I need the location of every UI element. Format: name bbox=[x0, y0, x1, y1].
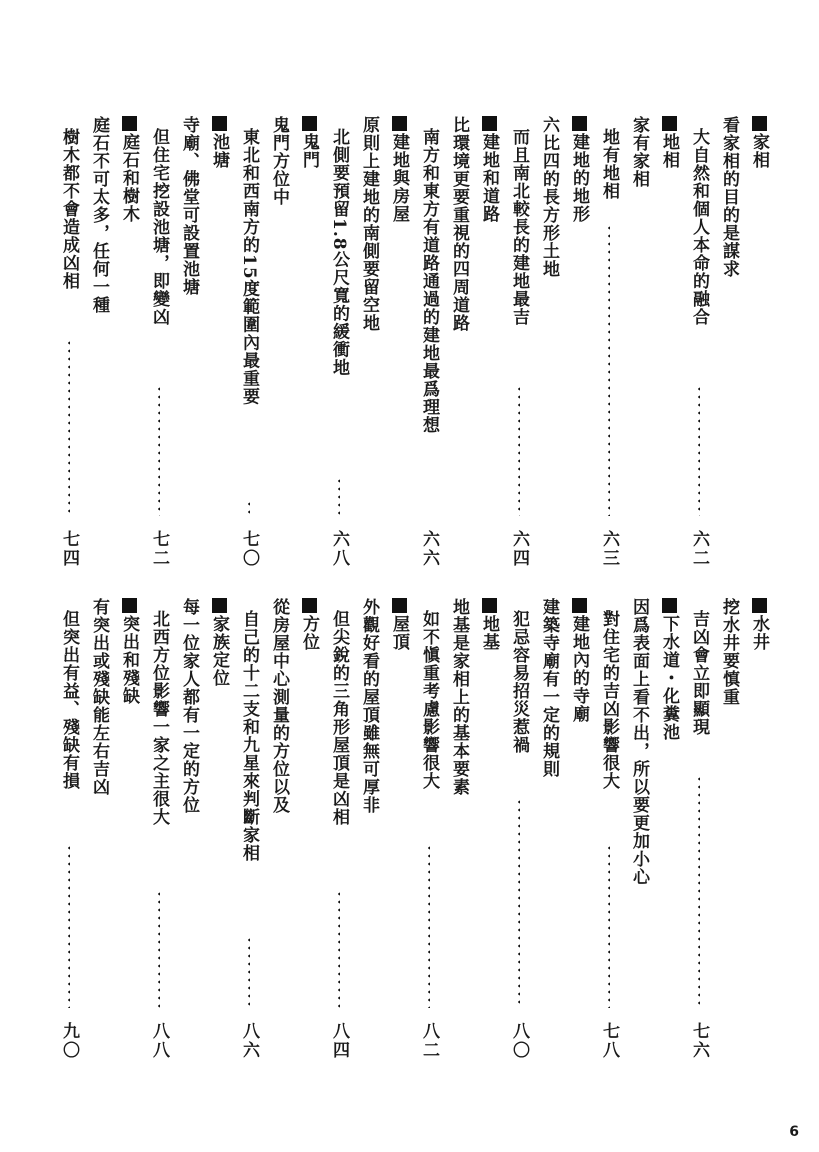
toc-text: 下水道・化糞池 bbox=[659, 615, 679, 741]
toc-section-heading bbox=[208, 116, 230, 568]
toc-page-ref: 七六 bbox=[689, 1022, 709, 1060]
toc-text: 樹木都不會造成凶相 bbox=[59, 128, 79, 290]
toc-text: 池塘 bbox=[209, 133, 229, 169]
section-marker-icon bbox=[572, 598, 587, 613]
toc-line bbox=[178, 598, 200, 1060]
toc-text: 但尖銳的三角形屋頂是凶相 bbox=[329, 610, 349, 826]
toc-text: 對住宅的吉凶影響很大 bbox=[599, 610, 619, 790]
section-marker-icon bbox=[572, 116, 587, 131]
toc-text: 地基是家相上的基本要素 bbox=[449, 598, 469, 796]
dot-leader bbox=[338, 477, 340, 516]
toc-text: 建地內的寺廟 bbox=[569, 615, 589, 723]
toc-page-ref: 六二 bbox=[689, 530, 709, 568]
section-marker-icon bbox=[302, 116, 317, 131]
toc-entry bbox=[418, 116, 440, 568]
toc-text: 寺廟、佛堂可設置池塘 bbox=[179, 116, 199, 296]
toc-section-heading bbox=[568, 116, 590, 568]
section-marker-icon bbox=[482, 116, 497, 131]
toc-text: 庭石不可太多，任何一種 bbox=[89, 116, 109, 314]
toc-line bbox=[358, 598, 380, 1060]
section-marker-icon bbox=[122, 116, 137, 131]
toc-page-ref: 六六 bbox=[419, 530, 439, 568]
toc-page-ref: 七〇 bbox=[239, 530, 259, 568]
section-marker-icon bbox=[212, 116, 227, 131]
toc-line bbox=[268, 598, 290, 1060]
toc-text: 方位 bbox=[299, 615, 319, 651]
toc-section-heading bbox=[478, 598, 500, 1060]
toc-text: 北側要預留1.8公尺寬的緩衝地 bbox=[329, 128, 349, 377]
dot-leader bbox=[428, 844, 430, 1008]
toc-text: 地基 bbox=[479, 615, 499, 651]
toc-page-ref: 八〇 bbox=[509, 1022, 529, 1060]
dot-leader bbox=[518, 798, 520, 1008]
toc-line bbox=[628, 598, 650, 1060]
section-marker-icon bbox=[662, 116, 677, 131]
section-marker-icon bbox=[122, 598, 137, 613]
toc-line bbox=[718, 116, 740, 568]
toc-text: 大自然和個人本命的融合 bbox=[689, 128, 709, 326]
toc-text: 如不愼重考慮影響很大 bbox=[419, 610, 439, 790]
toc-text: 自己的十二支和九星來判斷家相 bbox=[239, 610, 259, 862]
toc-text: 建築寺廟有一定的規則 bbox=[539, 598, 559, 778]
section-marker-icon bbox=[392, 598, 407, 613]
toc-section-heading bbox=[298, 116, 320, 568]
toc-text: 家相 bbox=[749, 133, 769, 169]
dot-leader bbox=[248, 500, 250, 516]
toc-section-heading bbox=[388, 116, 410, 568]
toc-line bbox=[628, 116, 650, 568]
toc-text: 六比四的長方形土地 bbox=[539, 116, 559, 278]
toc-text: 地有地相 bbox=[599, 128, 619, 200]
toc-text: 庭石和樹木 bbox=[119, 133, 139, 223]
toc-text: 家有家相 bbox=[629, 116, 649, 188]
dot-leader bbox=[698, 385, 700, 516]
toc-section-heading bbox=[748, 598, 770, 1060]
toc-text: 犯忌容易招災惹禍 bbox=[509, 610, 529, 754]
section-marker-icon bbox=[752, 116, 767, 131]
toc-section-heading bbox=[478, 116, 500, 568]
section-marker-icon bbox=[212, 598, 227, 613]
toc-line bbox=[178, 116, 200, 568]
toc-line bbox=[448, 598, 470, 1060]
toc-page-ref: 八六 bbox=[239, 1022, 259, 1060]
dot-leader bbox=[158, 890, 160, 1008]
dot-leader bbox=[608, 844, 610, 1008]
dot-leader bbox=[698, 775, 700, 1008]
toc-text: 南方和東方有道路通過的建地最爲理想 bbox=[419, 128, 439, 434]
toc-text: 而且南北較長的建地最吉 bbox=[509, 128, 529, 326]
toc-line bbox=[448, 116, 470, 568]
section-marker-icon bbox=[482, 598, 497, 613]
toc-section-heading bbox=[388, 598, 410, 1060]
toc-text: 突出和殘缺 bbox=[119, 615, 139, 705]
toc-line bbox=[718, 598, 740, 1060]
toc-page-ref: 八二 bbox=[419, 1022, 439, 1060]
toc-text: 水井 bbox=[749, 615, 769, 651]
toc-line bbox=[538, 116, 560, 568]
toc-text: 建地的地形 bbox=[569, 133, 589, 223]
dot-leader bbox=[518, 385, 520, 516]
section-marker-icon bbox=[662, 598, 677, 613]
toc-line bbox=[358, 116, 380, 568]
toc-section-heading bbox=[298, 598, 320, 1060]
toc-bottom-band bbox=[40, 598, 770, 1060]
toc-text: 有突出或殘缺能左右吉凶 bbox=[89, 598, 109, 796]
toc-line bbox=[268, 116, 290, 568]
toc-text: 比環境更要重視的四周道路 bbox=[449, 116, 469, 332]
dot-leader bbox=[338, 890, 340, 1008]
toc-text: 地相 bbox=[659, 133, 679, 169]
toc-text: 但突出有益、殘缺有損 bbox=[59, 610, 79, 790]
toc-page-ref: 七八 bbox=[599, 1022, 619, 1060]
dot-leader bbox=[248, 936, 250, 1008]
toc-section-heading bbox=[748, 116, 770, 568]
toc-page-ref: 八四 bbox=[329, 1022, 349, 1060]
toc-text: 從房屋中心測量的方位以及 bbox=[269, 598, 289, 814]
dot-leader bbox=[158, 385, 160, 516]
toc-text: 鬼門 bbox=[299, 133, 319, 169]
dot-leader bbox=[608, 224, 610, 516]
toc-text: 外觀好看的屋頂雖無可厚非 bbox=[359, 598, 379, 814]
toc-text: 看家相的目的是謀求 bbox=[719, 116, 739, 278]
toc-line bbox=[88, 598, 110, 1060]
page-number: 6 bbox=[789, 1124, 799, 1140]
toc-section-heading bbox=[118, 598, 140, 1060]
dot-leader bbox=[68, 844, 70, 1008]
toc-text: 東北和西南方的15度範圍內最重要 bbox=[239, 128, 259, 406]
toc-section-heading bbox=[208, 598, 230, 1060]
toc-text: 但住宅挖設池塘，即變凶 bbox=[149, 128, 169, 326]
toc-line bbox=[538, 598, 560, 1060]
toc-line bbox=[88, 116, 110, 568]
toc-text: 建地與房屋 bbox=[389, 133, 409, 223]
toc-section-heading bbox=[118, 116, 140, 568]
toc-text: 吉凶會立即顯現 bbox=[689, 610, 709, 736]
toc-page-ref: 七二 bbox=[149, 530, 169, 568]
toc-text: 因爲表面上看不出，所以要更加小心 bbox=[629, 598, 649, 886]
toc-section-heading bbox=[658, 116, 680, 568]
toc-text: 屋頂 bbox=[389, 615, 409, 651]
section-marker-icon bbox=[392, 116, 407, 131]
toc-page-ref: 七四 bbox=[59, 530, 79, 568]
toc-page-ref: 六三 bbox=[599, 530, 619, 568]
toc-section-heading bbox=[658, 598, 680, 1060]
section-marker-icon bbox=[752, 598, 767, 613]
toc-section-heading bbox=[568, 598, 590, 1060]
toc-text: 北西方位影響一家之主很大 bbox=[149, 610, 169, 826]
toc-page-ref: 六四 bbox=[509, 530, 529, 568]
toc-text: 挖水井要慎重 bbox=[719, 598, 739, 706]
toc-text: 鬼門方位中 bbox=[269, 116, 289, 206]
toc-text: 建地和道路 bbox=[479, 133, 499, 223]
toc-top-band bbox=[40, 116, 770, 568]
toc-text: 原則上建地的南側要留空地 bbox=[359, 116, 379, 332]
toc-text: 每一位家人都有一定的方位 bbox=[179, 598, 199, 814]
toc-text: 家族定位 bbox=[209, 615, 229, 687]
dot-leader bbox=[68, 339, 70, 516]
toc-page-ref: 六八 bbox=[329, 530, 349, 568]
section-marker-icon bbox=[302, 598, 317, 613]
toc-page-ref: 九〇 bbox=[59, 1022, 79, 1060]
toc-page-ref: 八八 bbox=[149, 1022, 169, 1060]
